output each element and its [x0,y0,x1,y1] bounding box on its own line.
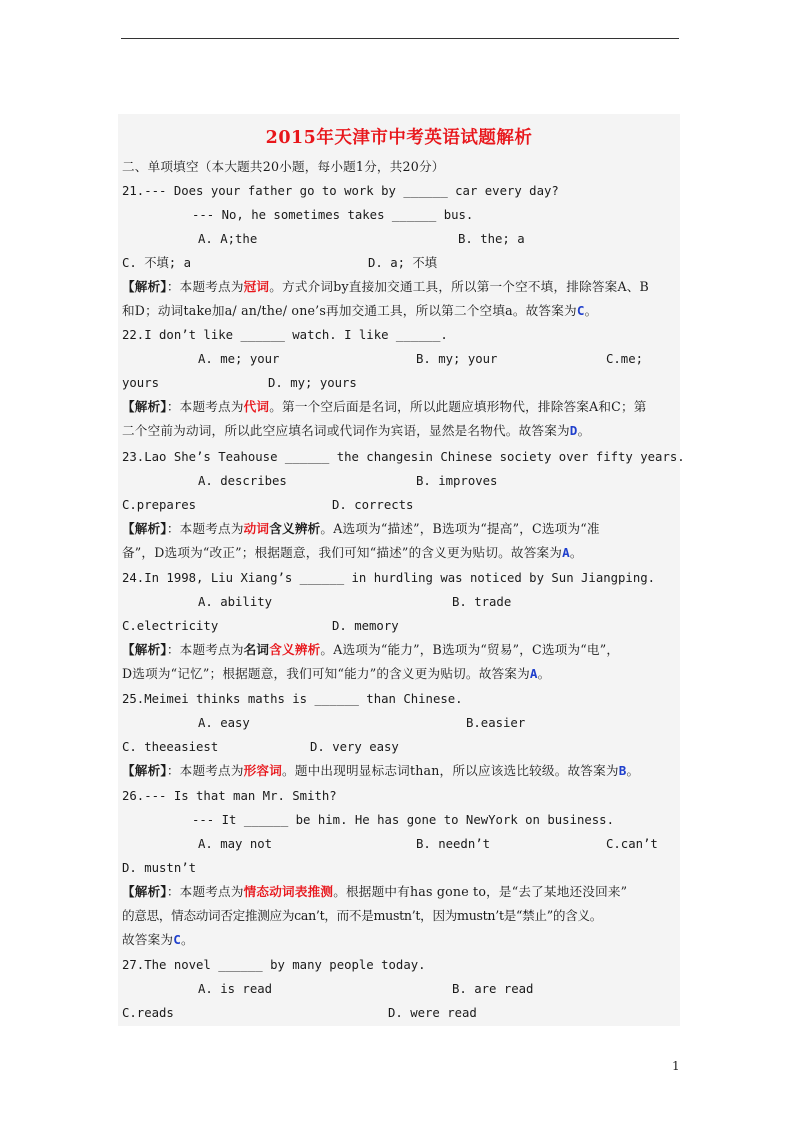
q22-option-b: B. my; your [416,352,498,366]
q23-option-a: A. describes [198,474,287,488]
q22-explanation-cont: 二个空前为动词，所以此空应填名词或代词作为宾语，显然是名物代。故答案为D。 [122,423,591,438]
page-title: 2015年天津市中考英语试题解析 [265,128,533,148]
section-heading: 二、单项填空（本大题共20小题，每小题1分，共20分） [122,159,445,174]
q21-stem2: --- No, he sometimes takes ______ bus. [192,208,474,222]
q23-stem: 23.Lao She’s Teahouse ______ the changesin Chinese society over fifty years. [122,450,685,464]
q22-option-a: A. me; your [198,352,280,366]
q22-explanation: 【解析】：本题考点为代词。第一个空后面是名词，所以此题应填形物代，排除答案A和C；第 [122,399,647,414]
q22-option-c-cont: yours [122,376,160,390]
answer: A [529,666,538,681]
answer: D [569,423,578,438]
q27-option-d: D. were read [388,1006,477,1020]
q24-option-a: A. ability [198,595,273,609]
q26-option-c: C.can’t [606,837,658,851]
header-rule [121,38,679,39]
keyword: 形容词 [243,763,283,778]
q21-option-c: C. 不填; a [122,256,192,270]
q21-option-a: A. A;the [198,232,258,246]
keyword-suffix: 含义辨析 [269,642,321,657]
q27-option-c: C.reads [122,1006,174,1020]
q27-option-a: A. is read [198,982,273,996]
q27-option-b: B. are read [452,982,534,996]
q25-option-b: B.easier [466,716,526,730]
q26-explanation-end: 故答案为C。 [122,932,194,947]
q24-option-b: B. trade [452,595,512,609]
keyword: 情态动词表推测 [243,884,334,899]
q21-stem: 21.--- Does your father go to work by ______ car every day? [122,184,559,198]
q24-option-d: D. memory [332,619,399,633]
explanation-label: 【解析】 [122,399,167,414]
q22-option-d: D. my; yours [268,376,357,390]
answer: B [618,763,627,778]
q22-stem: 22.I don’t like ______ watch. I like ______. [122,328,448,342]
q23-option-b: B. improves [416,474,498,488]
q23-explanation-cont: 备”，D选项为“改正”；根据题意，我们可知“描述”的含义更为贴切。故答案为A。 [122,545,583,560]
answer: A [562,545,570,560]
q26-explanation: 【解析】：本题考点为情态动词表推测。根据题中有has gone to，是“去了某地还没回来” [122,884,628,899]
q25-option-c: C. theeasiest [122,740,219,754]
explanation-label: 【解析】 [122,763,167,778]
q27-stem: 27.The novel ______ by many people today. [122,958,426,972]
q24-stem: 24.In 1998, Liu Xiang’s ______ in hurdling was noticed by Sun Jiangping. [122,571,656,585]
explanation-label: 【解析】 [122,279,167,294]
keyword-suffix: 含义辨析 [269,521,321,536]
q26-explanation-cont: 的意思，情态动词否定推测应为can’t，而不是mustn’t，因为mustn’t是“禁止”的含义。 [122,908,603,923]
page-number: 1 [672,1059,680,1073]
q26-option-a: A. may not [198,837,273,851]
explanation-label: 【解析】 [122,521,167,536]
q21-option-b: B. the; a [458,232,525,246]
q21-explanation-cont: 和D；动词take加a/ an/the/ one’s再加交通工具，所以第二个空填a。故答案为C。 [122,303,598,318]
q24-explanation-cont: D选项为“记忆”；根据题意，我们可知“能力”的含义更为贴切。故答案为A。 [122,666,551,681]
q21-explanation: 【解析】：本题考点为冠词。方式介词by直接加交通工具，所以第一个空不填，排除答案A、B [122,279,649,294]
q23-explanation: 【解析】：本题考点为动词含义辨析。A选项为“描述”，B选项为“提高”，C选项为“准 [122,521,600,536]
q26-stem2: --- It ______ be him. He has gone to NewYork on business. [192,813,614,827]
keyword: 冠词 [243,279,270,294]
q26-option-b: B. needn’t [416,837,491,851]
q25-option-a: A. easy [198,716,250,730]
answer: C [173,932,181,947]
q23-option-d: D. corrects [332,498,414,512]
q24-explanation: 【解析】：本题考点为名词含义辨析。A选项为“能力”，B选项为“贸易”，C选项为“电”， [122,642,620,657]
q25-explanation: 【解析】：本题考点为形容词。题中出现明显标志词than，所以应该选比较级。故答案为B。 [122,763,640,778]
explanation-label: 【解析】 [122,642,167,657]
q24-option-c: C.electricity [122,619,219,633]
q26-option-d: D. mustn’t [122,861,197,875]
explanation-label: 【解析】 [122,884,167,899]
q26-stem: 26.--- Is that man Mr. Smith? [122,789,337,803]
keyword: 动词 [243,521,270,536]
q21-option-d: D. a; 不填 [368,256,438,270]
keyword: 代词 [243,399,270,414]
q22-option-c: C.me; [606,352,644,366]
keyword: 名词 [243,642,270,657]
document-body [118,114,685,1026]
q25-option-d: D. very easy [310,740,399,754]
answer: C [576,303,585,318]
q25-stem: 25.Meimei thinks maths is ______ than Chinese. [122,692,463,706]
q23-option-c: C.prepares [122,498,197,512]
